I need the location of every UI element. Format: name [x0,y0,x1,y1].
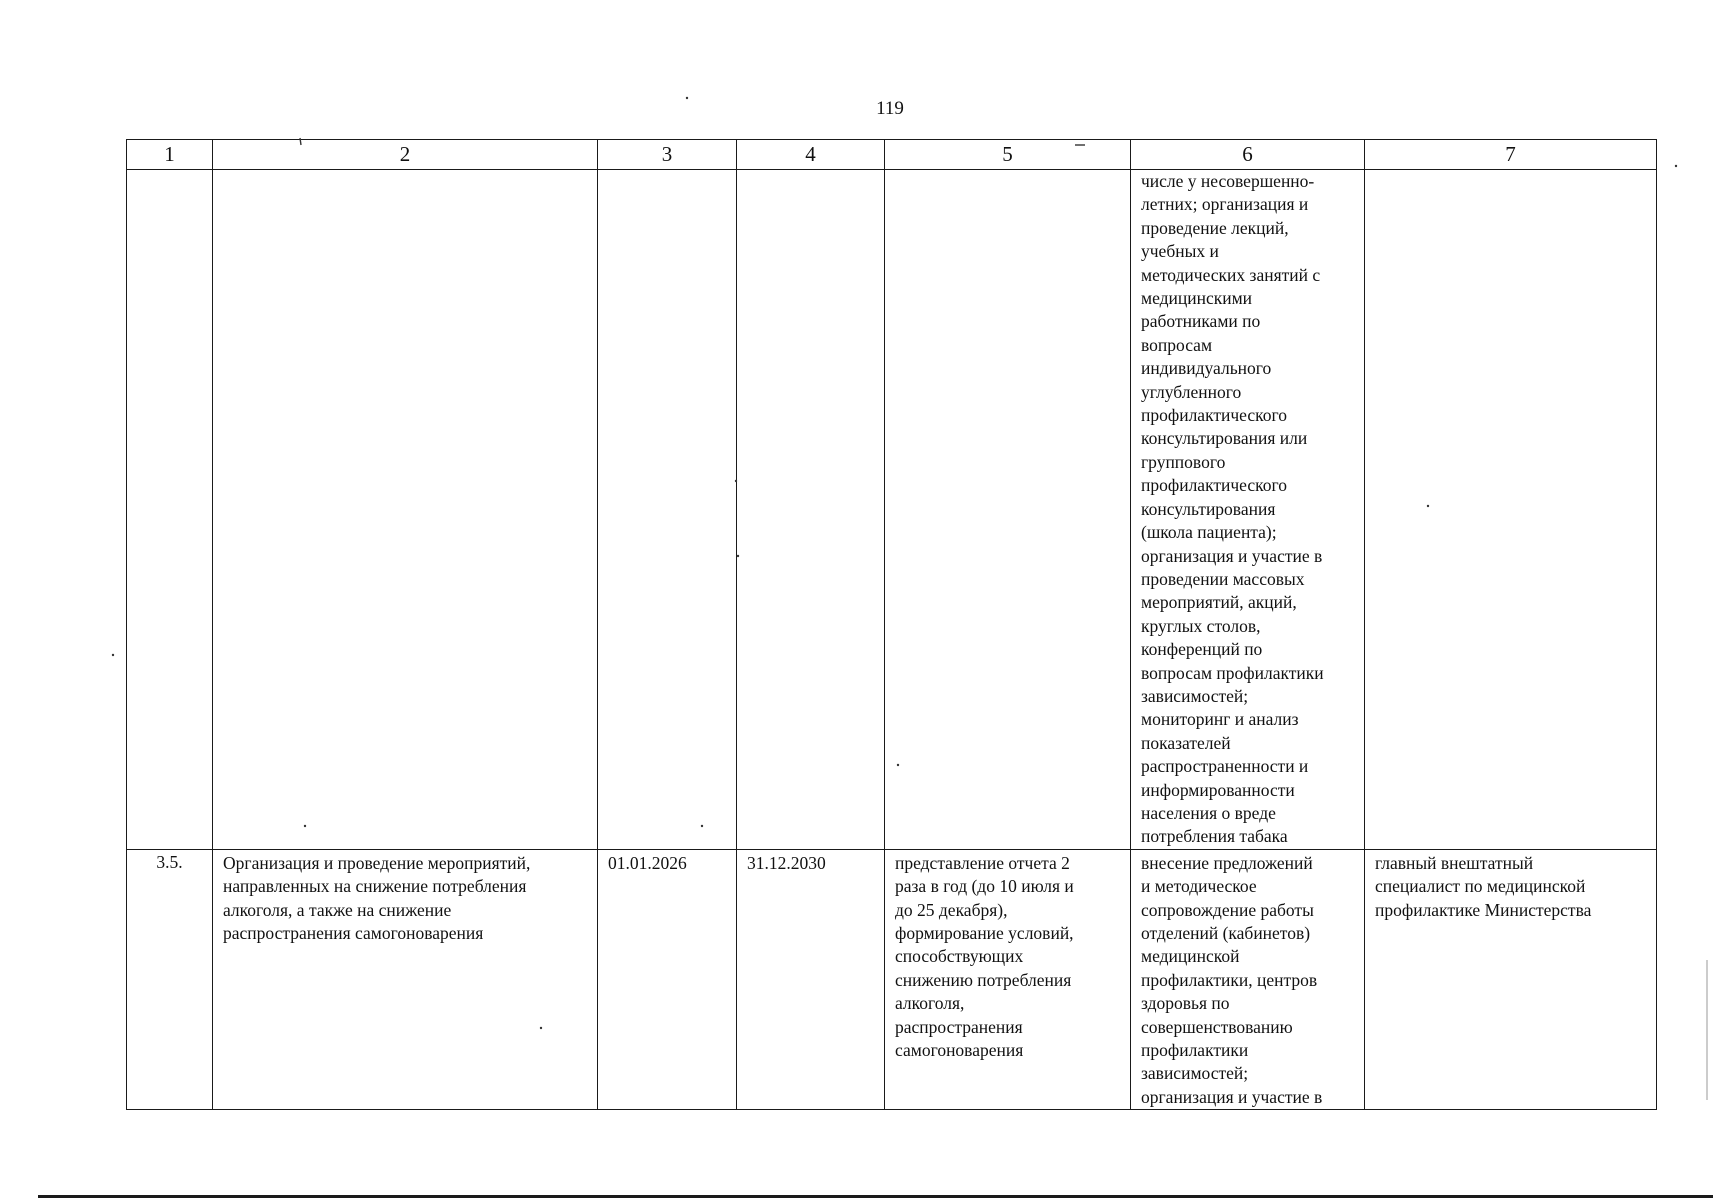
end-date-cell: 31.12.2030 [737,849,885,1109]
expected-result-cell: представление отчета 2 раза в год (до 10 июля и до 25 декабря), формирование условий, способствующих снижению потребления алкоголя, распространения самогоноварения [885,849,1131,1109]
activities-cell: внесение предложений и методическое сопровождение работы отделений (кабинетов) медицинской профилактики, центров здоровья по совершенствованию профилактики зависимостей; организация и участие в [1131,849,1365,1109]
start-date-cell [598,170,737,850]
table-row-continuation [127,170,1657,850]
column-number-header-row [127,140,1657,170]
column-header-2: 2 [213,140,598,170]
column-header-5: 5 [885,140,1131,170]
column-header-4: 4 [737,140,885,170]
measures-table [126,139,1657,1110]
scan-bottom-edge-line [38,1195,1713,1198]
row-number-cell: 3.5. [127,849,213,1109]
responsible-cell: главный внештатный специалист по медицинской профилактике Министерства [1365,849,1657,1109]
column-header-1: 1 [127,140,213,170]
column-header-6: 6 [1131,140,1365,170]
expected-result-cell [885,170,1131,850]
activities-cell: числе у несовершенно- летних; организация и проведение лекций, учебных и методических занятий с медицинскими работниками по вопросам индивидуального углубленного профилактического консультирования или группового профилактического консультирования (школа пациента); организация и участие в проведении массовых мероприятий, акций, круглых столов, конференций по вопросам профилактики зависимостей; мониторинг и анализ показателей распространенности и информированности населения о вреде потребления табака [1131,170,1365,850]
column-header-3: 3 [598,140,737,170]
measure-name-cell: Организация и проведение мероприятий, направленных на снижение потребления алкоголя, а также на снижение распространения самогоноварения [213,849,598,1109]
end-date-cell [737,170,885,850]
column-header-7: 7 [1365,140,1657,170]
page-number: 119 [876,98,904,119]
start-date-cell: 01.01.2026 [598,849,737,1109]
responsible-cell [1365,170,1657,850]
measure-name-cell [213,170,598,850]
row-number-cell [127,170,213,850]
table-row-3-5 [127,849,1657,1109]
